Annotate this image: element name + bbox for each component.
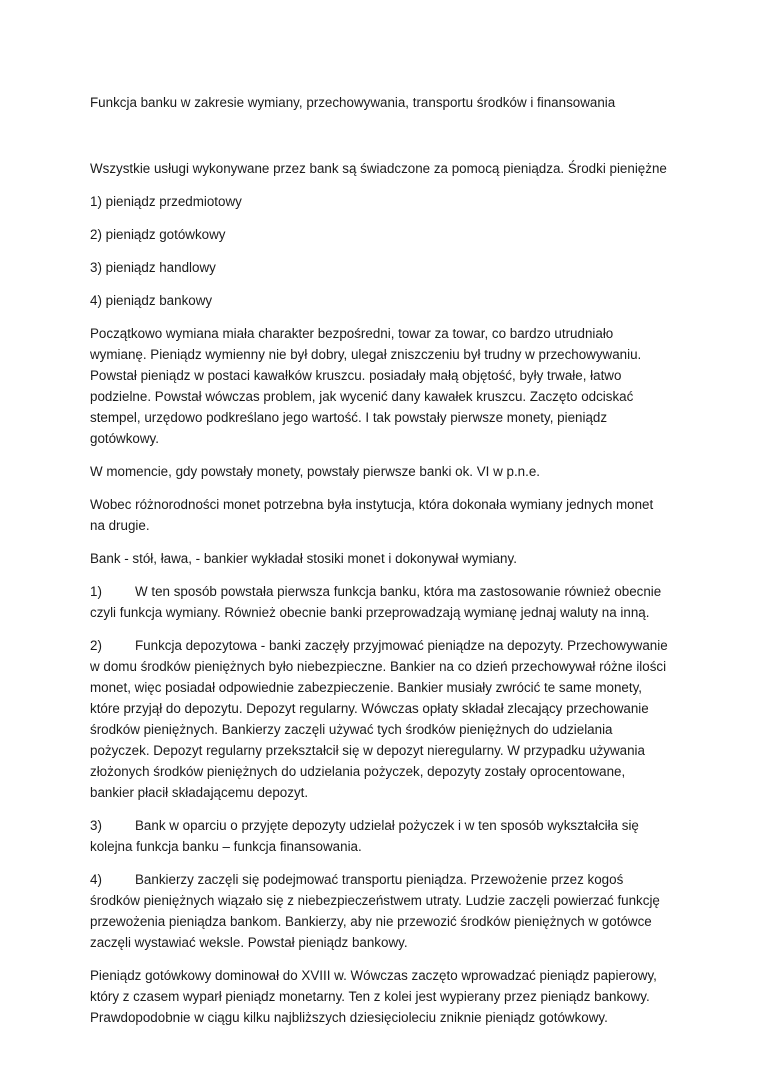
function-text: Funkcja depozytowa - banki zaczęły przyjmować pieniądze na depozyty. Przechowywanie w domu środków pieniężnych było niebezpieczne. Bankier na co dzień przechowywał różne ilości monet, więc posiadał odpowiednie zabezpieczenie. Bankier musiały zwrócić te same monety, które przyjął do depozytu. Depozyt regularny. Wówczas opłaty składał zlecający przechowanie środków pieniężnych. Bankierzy zaczęli używać tych środków pieniężnych do udzielania pożyczek. Depozyt regularny przekształcił się w depozyt nieregularny. W przypadku używania złożonych środków pieniężnych do udzielania pożyczek, depozyty zostały oprocentowane, bankier płacił składającemu depozyt. bbox=[90, 638, 668, 800]
document-title: Funkcja banku w zakresie wymiany, przechowywania, transportu środków i finansowania bbox=[90, 95, 616, 110]
history-paragraph: Wobec różnorodności monet potrzebna była instytucja, która dokonała wymiany jednych monet na drugie. bbox=[90, 497, 654, 533]
function-paragraph bbox=[90, 869, 668, 953]
money-type-item: 2) pieniądz gotówkowy bbox=[90, 227, 226, 242]
function-paragraph bbox=[90, 635, 668, 803]
money-type-item: 1) pieniądz przedmiotowy bbox=[90, 194, 242, 209]
closing-paragraph: Pieniądz gotówkowy dominował do XVIII w. Wówczas zaczęto wprowadzać pieniądz papierowy, który z czasem wyparł pieniądz monetarny. Ten z kolei jest wypierany przez pieniądz bankowy. Prawdopodobnie w ciągu kilku najbliższych dziesięcioleciu zniknie pieniądz gotówkowy. bbox=[90, 968, 657, 1025]
money-type-item: 4) pieniądz bankowy bbox=[90, 293, 213, 308]
document-page bbox=[90, 92, 668, 1028]
history-paragraph: Początkowo wymiana miała charakter bezpośredni, towar za towar, co bardzo utrudniało wymianę. Pieniądz wymienny nie był dobry, ulegał zniszczeniu był trudny w przechowywaniu. Powstał pieniądz w postaci kawałków kruszcu. posiadały małą objętość, były trwałe, łatwo podzielne. Powstał wówczas problem, jak wycenić dany kawałek kruszcu. Zaczęto odciskać stempel, urzędowo podkreślano jego wartość. I tak powstały pierwsze monety, pieniądz gotówkowy. bbox=[90, 326, 642, 446]
function-text: Bank w oparciu o przyjęte depozyty udzielał pożyczek i w ten sposób wykształciła się kolejna funkcja banku – funkcja finansowania. bbox=[90, 818, 639, 854]
function-number: 4) bbox=[90, 872, 102, 887]
history-paragraph: Bank - stół, ława, - bankier wykładał stosiki monet i dokonywał wymiany. bbox=[90, 551, 517, 566]
function-text: Bankierzy zaczęli się podejmować transportu pieniądza. Przewożenie przez kogoś środków pieniężnych wiązało się z niebezpieczeństwem utraty. Ludzie zaczęli powierzać funkcję przewożenia pieniądza bankom. Bankierzy, aby nie przewozić środków pieniężnych w gotówce zaczęli wystawiać weksle. Powstał pieniądz bankowy. bbox=[90, 872, 660, 950]
function-text: W ten sposób powstała pierwsza funkcja banku, która ma zastosowanie również obecnie czyli funkcja wymiany. Również obecnie banki przeprowadzają wymianę jednaj waluty na inną. bbox=[90, 584, 662, 620]
money-type-item: 3) pieniądz handlowy bbox=[90, 260, 216, 275]
function-paragraph bbox=[90, 581, 668, 623]
history-paragraph: W momencie, gdy powstały monety, powstały pierwsze banki ok. VI w p.n.e. bbox=[90, 464, 541, 479]
intro-paragraph: Wszystkie usługi wykonywane przez bank są świadczone za pomocą pieniądza. Środki pieniężne bbox=[90, 161, 667, 176]
function-number: 3) bbox=[90, 818, 102, 833]
function-number: 1) bbox=[90, 584, 102, 599]
function-paragraph bbox=[90, 815, 668, 857]
function-number: 2) bbox=[90, 638, 102, 653]
